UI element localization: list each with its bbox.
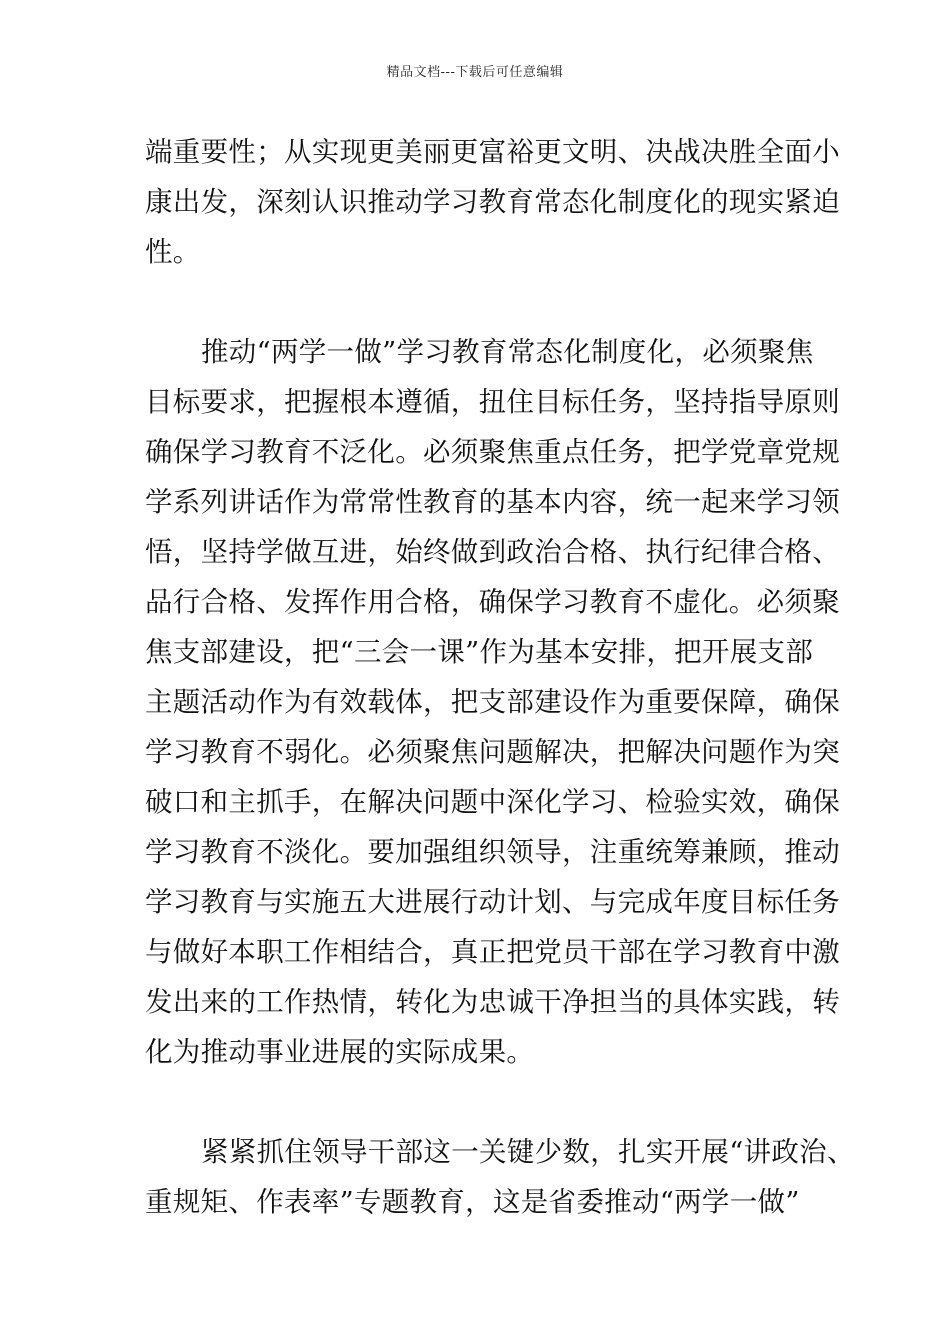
paragraph-2	[145, 327, 845, 1077]
document-body	[145, 127, 855, 1227]
text-line: 焦支部建设，把“三会一课”作为基本安排，把开展支部	[145, 636, 814, 668]
text-line: 发出来的工作热情，转化为忠诚干净担当的具体实践，转	[145, 986, 840, 1018]
text-line: 品行合格、发挥作用合格，确保学习教育不虚化。必须聚	[145, 586, 840, 618]
text-line: 悟，坚持学做互进，始终做到政治合格、执行纪律合格、	[145, 536, 840, 568]
text-line: 与做好本职工作相结合，真正把党员干部在学习教育中激	[145, 936, 840, 968]
paragraph-3	[145, 1127, 855, 1227]
text-line: 推动“两学一做”学习教育常态化制度化，必须聚焦	[201, 336, 814, 368]
text-line: 学系列讲话作为常常性教育的基本内容，统一起来学习领	[145, 486, 840, 518]
text-line: 紧紧抓住领导干部这一关键少数，扎实开展“讲政治、	[201, 1136, 855, 1168]
text-line: 学习教育与实施五大进展行动计划、与完成年度目标任务	[145, 886, 840, 918]
text-line: 端重要性；从实现更美丽更富裕更文明、决战决胜全面小	[145, 136, 840, 168]
text-line: 康出发，深刻认识推动学习教育常态化制度化的现实紧迫	[145, 186, 840, 218]
text-line: 化为推动事业进展的实际成果。	[145, 1036, 535, 1068]
text-line: 确保学习教育不泛化。必须聚焦重点任务，把学党章党规	[145, 436, 840, 468]
text-line: 重规矩、作表率”专题教育，这是省委推动“两学一做”	[145, 1186, 800, 1218]
page-header: 精品文档---下载后可任意编辑	[386, 65, 564, 80]
paragraph-spacer	[145, 1077, 845, 1127]
text-line: 目标要求，把握根本遵循，扭住目标任务，坚持指导原则	[145, 386, 840, 418]
text-line: 破口和主抓手，在解决问题中深化学习、检验实效，确保	[145, 786, 840, 818]
text-line: 学习教育不弱化。必须聚焦问题解决，把解决问题作为突	[145, 736, 840, 768]
paragraph-spacer	[145, 277, 845, 327]
text-line: 性。	[145, 236, 201, 268]
text-line: 学习教育不淡化。要加强组织领导，注重统筹兼顾，推动	[145, 836, 840, 868]
paragraph-1	[145, 127, 845, 277]
text-line: 主题活动作为有效载体，把支部建设作为重要保障，确保	[145, 686, 840, 718]
